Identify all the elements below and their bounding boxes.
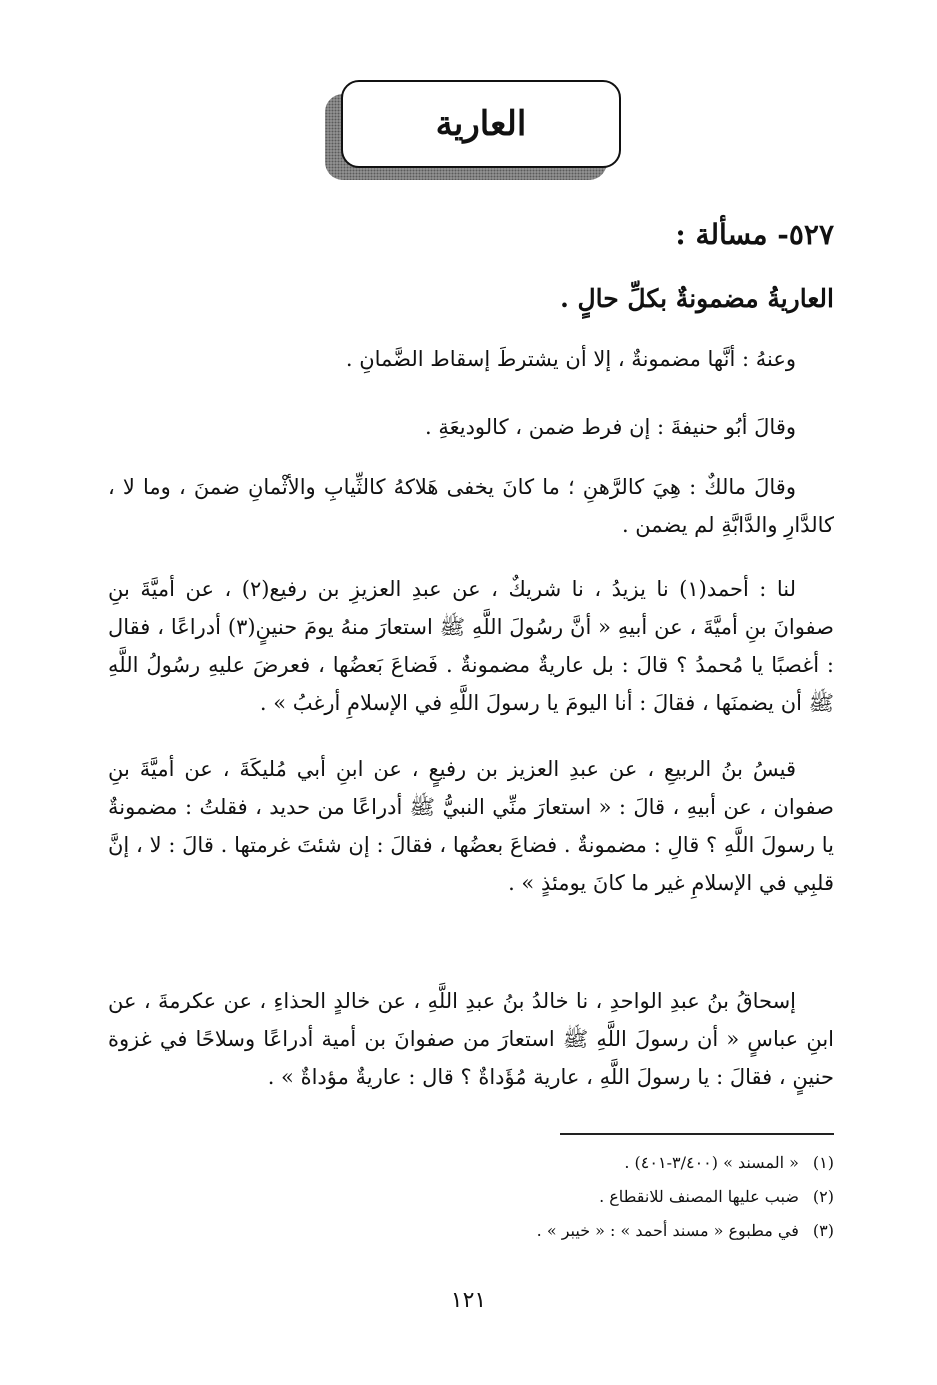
chapter-title: العارية (435, 104, 527, 144)
paragraph: لنا : أحمد(١) نا يزيدُ ، نا شريكٌ ، عن عبدِ العزيزِ بن رفيع(٢) ، عن أميَّةَ بنِ صفوانَ بنِ أميَّةَ ، عن أبيهِ « أنَّ رسُولَ اللَّهِ ﷺ استعارَ منهُ يومَ حنينٍ(٣) أدراعًا ، فقال : أغصبًا يا مُحمدُ ؟ قالَ : بل عاريةٌ مضمونةٌ . فَضاعَ بَعضُها ، فعرضَ عليهِ رسُولُ اللَّهِ ﷺ أن يضمنَها ، فقالَ : أنا اليومَ يا رسولَ اللَّهِ في الإسلامِ أرغبُ » . (108, 577, 835, 715)
footnote-number: (٢) (812, 1187, 834, 1206)
ruling-statement: العاريةُ مضمونةٌ بكلِّ حالٍ . (560, 284, 834, 313)
paragraph: وقالَ مالكٌ : هِيَ كالرَّهنِ ؛ ما كانَ يخفى هَلاكهُ كالثِّيابِ والأثْمانِ ضمنَ ، وما لا ، كالدَّارِ والدَّابَّةِ لم يضمن . (108, 475, 834, 537)
paragraph: إسحاقُ بنُ عبدِ الواحدِ ، نا خالدُ بنُ عبدِ اللَّهِ ، عن خالدٍ الحذاءِ ، عن عكرمةَ ، عن ابنِ عباسٍ « أن رسولَ اللَّهِ ﷺ استعارَ من صفوانَ بن أمية أدراعًا وسلاحًا في غزوة حنينٍ ، فقالَ : يا رسولَ اللَّهِ ، عارية مُؤَداةٌ ؟ قال : عاريةٌ مؤداةٌ » . (108, 989, 834, 1089)
footnotes (108, 1146, 834, 1248)
footnote-number: (١) (812, 1153, 834, 1172)
page-number: ١٢١ (450, 1288, 487, 1313)
title-box (341, 80, 621, 168)
footnote-text: في مطبوع « مسند أحمد » : « خيبر » . (536, 1221, 799, 1240)
issue-heading: ٥٢٧- مسألة : (675, 218, 834, 251)
title-cartouche (325, 80, 625, 180)
footnote-number: (٣) (812, 1221, 834, 1240)
paragraph: وعنهُ : أنَّها مضمونةٌ ، إلا أن يشترطَ إسقاط الضَّمانِ . (345, 347, 796, 371)
footnote (108, 1180, 834, 1214)
paragraph: وقالَ أبُو حنيفةَ : إن فرط ضمن ، كالوديعَةِ . (425, 415, 796, 439)
footnote-text: « المسند » (٣/٤٠٠-٤٠١) . (624, 1153, 799, 1172)
footnote-text: ضبب عليها المصنف للانقطاع . (599, 1187, 799, 1206)
footnote-separator (560, 1133, 834, 1135)
paragraph: قيسُ بنُ الربيعِ ، عن عبدِ العزيز بن رفيعٍ ، عن ابنِ أبي مُليكَةَ ، عن أميَّةَ بنِ صفوان ، عن أبيهِ ، قالَ : « استعارَ منِّي النبيُّ ﷺ أدراعًا من حديد ، فقلتُ : مضمونةٌ يا رسولَ اللَّهِ ؟ قالِ : مضمونةٌ . فضاعَ بعضُها ، فقالَ : إن شئتَ غرمتها . قالَ : لا ، إنَّ قلبِي في الإسلامِ غير ما كانَ يومئذٍ » . (108, 757, 834, 895)
footnote (108, 1214, 834, 1248)
footnote (108, 1146, 834, 1180)
